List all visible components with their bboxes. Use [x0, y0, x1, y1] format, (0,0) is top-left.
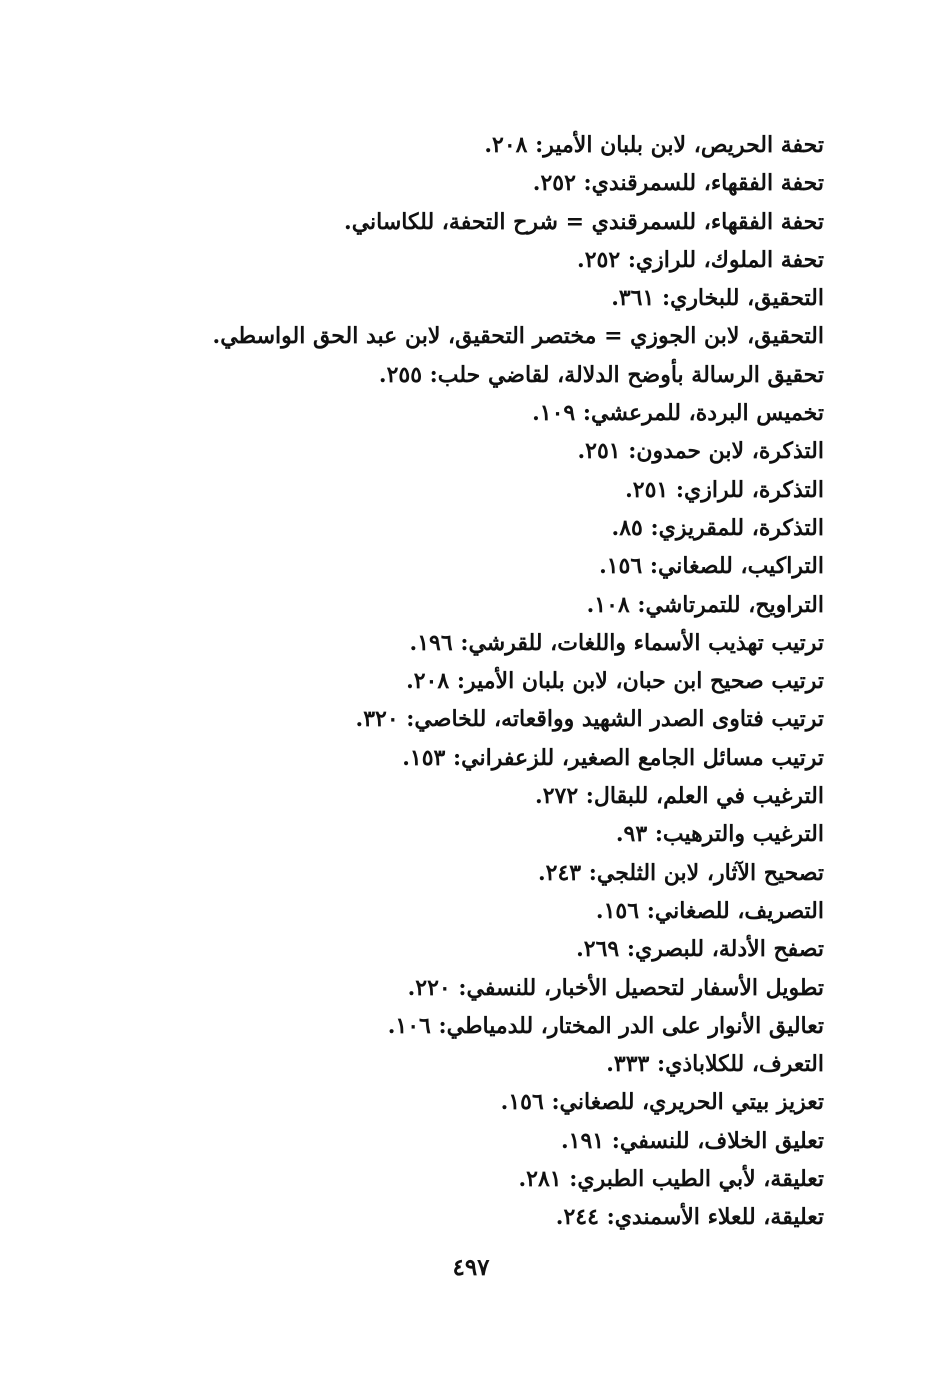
- index-entry: الترغيب والترهيب: ٩٣.: [615, 821, 824, 848]
- page-number: ٤٩٧: [452, 1254, 490, 1281]
- index-entry: تحفة الملوك، للرازي: ٢٥٢.: [577, 246, 824, 273]
- index-entry: التراكيب، للصغاني: ١٥٦.: [599, 553, 824, 580]
- index-entry: ترتيب فتاوى الصدر الشهيد وواقعاته، للخاصي: ٣٢٠.: [355, 706, 824, 733]
- index-entry: تصفح الأدلة، للبصري: ٢٦٩.: [576, 936, 824, 963]
- index-entry: تحقيق الرسالة بأوضح الدلالة، لقاضي حلب: ٢٥٥.: [378, 361, 824, 388]
- index-entry: تحفة الحريص، لابن بلبان الأمير: ٢٠٨.: [484, 132, 824, 158]
- index-entry: تحفة الفقهاء، للسمرقندي: ٢٥٢.: [532, 170, 824, 197]
- index-entry: تعزيز بيتي الحريري، للصغاني: ١٥٦.: [500, 1089, 824, 1116]
- index-entry: التذكرة، للرازي: ٢٥١.: [625, 476, 824, 503]
- index-entry: تعليقة، لأبي الطيب الطبري: ٢٨١.: [518, 1166, 824, 1193]
- index-entry: التصريف، للصغاني: ١٥٦.: [595, 897, 824, 924]
- index-entry: تعليقة، للعلاء الأسمندي: ٢٤٤.: [555, 1204, 824, 1231]
- index-entry: التعرف، للكلاباذي: ٣٣٣.: [606, 1051, 824, 1078]
- index-entry: التذكرة، للمقريزي: ٨٥.: [611, 514, 824, 541]
- index-entry: الترغيب في العلم، للبقال: ٢٧٢.: [535, 783, 824, 810]
- index-entry: تخميس البردة، للمرعشي: ١٠٩.: [532, 400, 824, 427]
- index-entry: التذكرة، لابن حمدون: ٢٥١.: [577, 438, 824, 465]
- index-entry: التراويح، للتمرتاشي: ١٠٨.: [586, 591, 824, 618]
- index-entry-list: [104, 126, 824, 1237]
- index-entry: ترتيب مسائل الجامع الصغير، للزعفراني: ١٥٣.: [402, 744, 824, 771]
- index-entry: تعليق الخلاف، للنسفي: ١٩١.: [561, 1127, 824, 1154]
- index-entry: ترتيب صحيح ابن حبان، لابن بلبان الأمير: ٢٠٨.: [406, 668, 824, 695]
- index-entry: تعاليق الأنوار على الدر المختار، للدمياطي: ١٠٦.: [387, 1012, 824, 1039]
- index-entry: تطويل الأسفار لتحصيل الأخبار، للنسفي: ٢٢٠.: [407, 974, 824, 1001]
- index-entry: تحفة الفقهاء، للسمرقندي = شرح التحفة، للكاساني.: [344, 208, 824, 235]
- index-entry: التحقيق، لابن الجوزي = مختصر التحقيق، لابن عبد الحق الواسطي.: [212, 323, 824, 350]
- index-entry: التحقيق، للبخاري: ٣٦١.: [611, 285, 824, 312]
- index-entry: ترتيب تهذيب الأسماء واللغات، للقرشي: ١٩٦.: [409, 629, 824, 656]
- index-entry: تصحيح الآثار، لابن الثلجي: ٢٤٣.: [537, 859, 824, 886]
